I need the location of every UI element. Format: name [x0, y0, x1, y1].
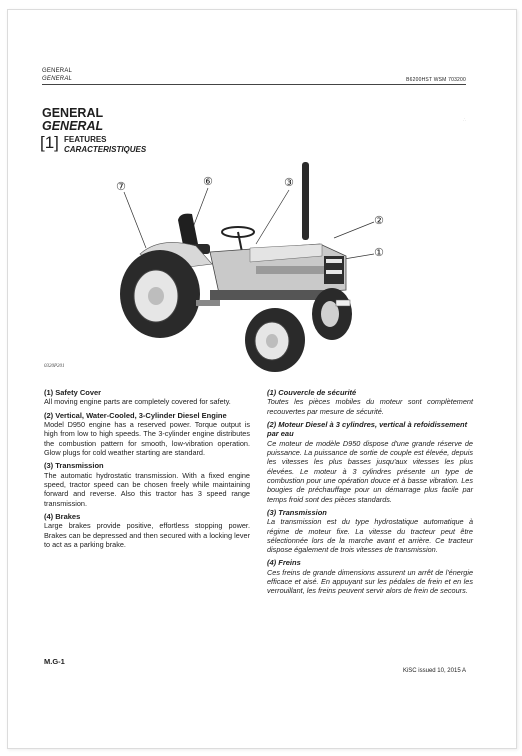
en-heading-4: (4) Brakes [44, 511, 81, 521]
en-heading-1: (1) Safety Cover [44, 388, 102, 397]
english-column [44, 386, 250, 549]
header-label: GENERAL [42, 68, 73, 74]
callout-3: ③ [284, 176, 294, 189]
callout-2: ② [374, 214, 384, 227]
fr-heading-2: (2) Moteur Diesel à 3 cylindres, vertical à refoidissement par eau [267, 420, 468, 439]
fr-text-1: Toutes les pièces mobiles du moteur sont complètement recouvertes par mesure de sécurité. [267, 397, 473, 416]
header-label-french: GENERAL [42, 76, 73, 82]
header-rule [42, 84, 466, 85]
en-text-4: Large brakes provide positive, effortless stopping power. Brakes can be depressed and then secured with a locking lever to act as a parking brake. [44, 521, 250, 549]
en-text-1: All moving engine parts are completely covered for safety. [44, 397, 231, 407]
section-title-french: CARACTERISTIQUES [64, 145, 147, 154]
section-number: [1] [40, 133, 59, 152]
fr-heading-1: (1) Couvercle de sécurité [267, 388, 357, 397]
manual-code: B6200HST WSM 703200 [406, 77, 466, 83]
page-title: GENERAL [42, 106, 104, 120]
en-text-3: The automatic hydrostatic transmission. With a fixed engine speed, tractor speed can be chosen freely while maintaining forward and reverse. Also this tractor has 3 speed range transmission. [44, 470, 250, 508]
scan-mark-icon: ∴ [462, 117, 466, 123]
fr-text-4: Ces freins de grande dimensions assurent un arrêt de l'énergie efficace et aisé. En appuyant sur les pédales de frein et en les verrouillant, les freins peuvent servir alors de frein de secours. [267, 567, 473, 596]
section-title: FEATURES [64, 135, 107, 144]
fr-text-2: Ce moteur de modèle D950 dispose d'une grande réserve de puissance. La puissance de sortie de couple est élevée, depuis les vitesses les plus basses jusqu'aux vitesses les plus élevées. Le moteur à 3 cylindres présente un type de combustion pour une opération douce et à basse vibration. Les bougies de préchauffage pour un démarrage plus facile par temps froid sont des pièces standards. [267, 438, 473, 504]
issue-note: KiSC issued 10, 2015 A [402, 668, 466, 674]
fr-text-3: La transmission est du type hydrostatique automatique à régime de moteur fixe. La vitesse du tracteur peut être sélectionnée lors de la marche avant et arrière. Ce tracteur dispose également de trois vitesses de transmission. [267, 517, 473, 555]
callout-6: ⑥ [203, 175, 213, 188]
fr-heading-3: (3) Transmission [267, 507, 327, 517]
en-text-2: Model D950 engine has a reserved power. Torque output is high from low to high speeds. The 3-cylinder engine distributes the combustion pattern for smooth, low-vibration operation. Glow plugs for cold weather starting are standard. [44, 420, 250, 457]
figure-caption: 0320P201 [44, 364, 65, 369]
en-heading-2: (2) Vertical, Water-Cooled, 3-Cylinder Diesel Engine [44, 410, 227, 420]
tractor-illustration [100, 160, 420, 380]
callout-1: ① [374, 246, 384, 259]
page-number: M.G-1 [44, 657, 65, 666]
callout-7: ⑦ [116, 180, 126, 193]
french-column [267, 386, 473, 596]
page-title-french: GENERAL [42, 119, 104, 133]
en-heading-3: (3) Transmission [44, 461, 104, 471]
fr-heading-4: (4) Freins [267, 558, 301, 568]
